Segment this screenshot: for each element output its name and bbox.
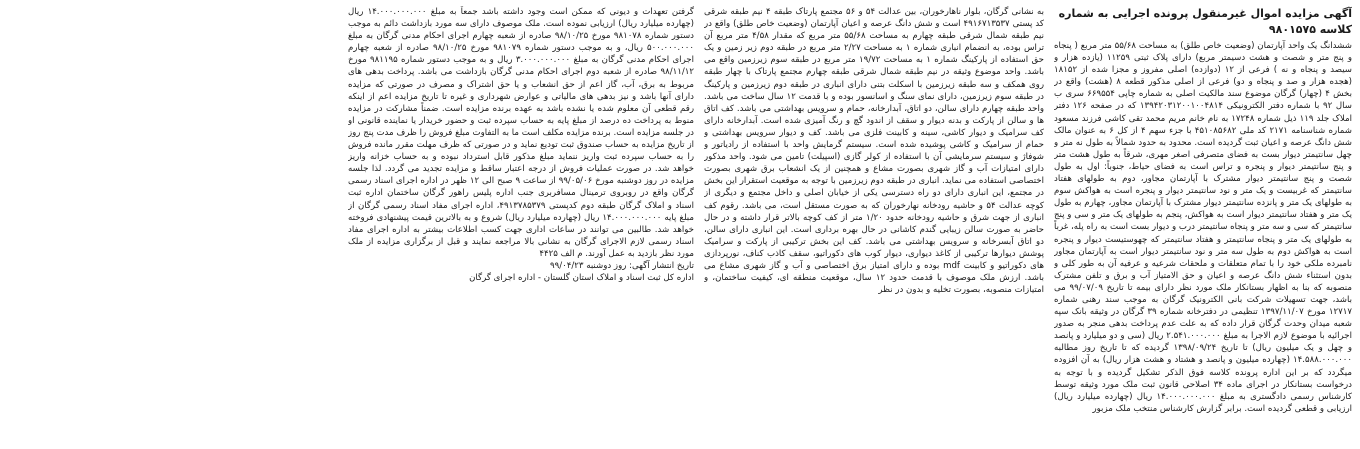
notice-column-2 <box>704 6 1044 443</box>
notice-column-1 <box>1054 6 1352 443</box>
auction-notice <box>8 6 1352 443</box>
notice-column-3 <box>348 6 694 443</box>
notice-body-part-2: به نشانی گرگان، بلوار ناهارخوران، بین عدالت ۵۴ و ۵۶ مجتمع پارتاک طبقه ۴ نیم طبقه شرقی کد پستی ۴۹۱۶۷۱۳۵۳۷ است و شش دانگ عرصه و اعیان آپارتمان (وضعیت خاص طلق) واقع در نیم طبقه شمال شرقی طبقه چهارم به مساحت ۵۵/۶۸ متر مربع که مقدار ۴/۵۸ متر مربع آن تراس بوده، به انضمام انباری شماره ۱ به مساحت ۲/۲۷ متر مربع در طبقه دوم زیر زمین و یک حق استفاده از پارکینگ شماره ۱ به مساحت ۱۹/۷۲ متر مربع در طبقه سوم زیرزمین واقع می باشد. واحد موضوع وثیقه در نیم طبقه شمال شرقی طبقه چهارم مجتمع پارتاک با چهار طبقه روی همکف و سه طبقه زیرزمین با اسکلت بتنی دارای انباری در طبقه دوم زیرزمین و پارکینگ در طبقه سوم زیرزمین، دارای نمای سنگ و اسانسور بوده و با قدمت ۱۲ سال ساخت می باشد. واحد طبقه چهارم دارای سالن، دو اتاق، آبدارخانه، حمام و سرویس بهداشتی می باشد. کف اتاق ها و سالن از پارکت و بدنه دیوار و سقف از اندود گچ و رنگ آمیزی شده است. آبدارخانه دارای کف سرامیک و دیوار کاشی، سینه و کابینت فلزی می باشد. کف و دیوار سرویس بهداشتی و حمام از سرامیک و کاشی پوشیده شده است. سیستم گرمایش واحد با استفاده از رادیاتور و شوفاژ و سیستم سرمایشی آن با استفاده از کولر گازی (اسپیلت) تامین می شود. واحد مذکور دارای امتیازات آب و گاز شهری بصورت مشاع و همچنین از یک انشعاب برق شهری بصورت اختصاصی استفاده می نماید. انباری در طبقه دوم زیرزمین با توجه به موقعیت استقرار این بخش در مجتمع، این انباری دارای دو راه دسترسی یکی از خیابان اصلی و داخل مجتمع و دیگری از کوچه عدالت ۵۴ و حاشیه رودخانه نهارخوران که به صورت مستقل است، می باشد. رقوم کف انباری از جهت شرق و حاشیه رودخانه حدود ۱/۲۰ متر از کف کوچه بالاتر قرار داشته و در حال حاضر به صورت سالن زیبایی گندم کاشانی در حال بهره برداری است. این انباری دارای سالن، دو اتاق آبسرخانه و سرویس بهداشتی می باشد. کف این بخش ترکیبی از پارکت و سرامیک پوشش دیوارها ترکیبی از کاغذ دیواری، دیوار کوب های دکوراتیو، سقف کاذب کناف، نورپردازی های دکوراتیو و کابینت mdf بوده و دارای امتیاز برق اختصاصی و آب و گاز شهری مشاع می باشد. ارزش ملک موصوف با قدمت حدود ۱۲ سال، موقعیت منطقه ای، کیفیت ساختمان، و امتیازات منصوبه، بصورت تخلیه و بدون در نظر <box>704 7 1044 296</box>
empty-right-margin <box>8 6 338 443</box>
publication-date: تاریخ انتشار آگهی: روز دوشنبه ۹۹/۰۴/۲۳ <box>550 260 694 271</box>
issuing-office-signature: اداره کل ثبت اسناد و املاک استان گلستان - اداره اجرای گرگان <box>469 273 694 284</box>
notice-title: آگهی مزایده اموال غیرمنقول پرونده اجرایی به شماره کلاسه ۹۸۰۱۵۷۵ <box>1058 7 1352 36</box>
notice-body-part-3: گرفتن تعهدات و دیونی که ممکن است وجود داشته باشد جمعاً به مبلغ ۱۴.۰۰۰.۰۰۰.۰۰۰ ریال (چهارده میلیارد ریال) ارزیابی نموده است. ملک موصوف دارای سه مورد بازداشت دائم به موجب دستور شماره ۹۸۱۰۷۸ مورخ ۹۸/۱۰/۲۵ صادره از شعبه چهارم اجرای احکام مدنی گرگان به مبلغ ۵۰۰.۰۰۰.۰۰۰ ریال، و به موجب دستور شماره ۹۸۱۰۷۹ مورخ ۹۸/۱۰/۲۵ صادره از شعبه چهارم اجرای احکام مدنی گرگان به مبلغ ۳.۰۰۰.۰۰۰.۰۰۰ ریال و به موجب دستور شماره ۹۸۱۱۹۵ مورخ ۹۸/۱۱/۱۲ صادره از شعبه دوم اجرای احکام مدنی گرگان بازداشت می باشد. پرداخت بدهی های مربوط به برق، آب، گاز اعم از حق انشعاب و یا حق اشتراک و مصرف در صورتی که مزایده دارای آنها باشد و نیز بدهی های مالیاتی و عوارض شهرداری و غیره تا تاریخ مزایده اعم از اینکه رقم قطعی آن معلوم شده یا نشده باشد به عهده برنده مزایده است. ضمناً مشارکت در مزایده منوط به پرداخت ده درصد از مبلغ پایه به حساب سپرده ثبت و حضور خریدار یا نماینده قانونی او در جلسه مزایده است. برنده مزایده مکلف است ما به التفاوت مبلغ فروش را ظرف مدت پنج روز از تاریخ مزایده به حساب صندوق ثبت تودیع نماید و در صورتی که ظرف مهلت مقرر مانده فروش را به حساب سپرده ثبت واریز ننماید مبلغ مذکور قابل استرداد نبوده و به حساب خزانه واریز خواهد شد. در صورت عملیات فروش از درجه اعتبار ساقط و مزایده تجدید می گردد. لذا جلسه مزایده در روز دوشنبه مورخ ۹۹/۰۵/۰۶ از ساعت ۹ صبح الی ۱۲ ظهر در اداره اجرای اسناد رسمی گرگان واقع در روبروی ترمینال مسافربری جنب اداره پلیس راهور گرگان ساختمان اداره ثبت اسناد و املاک گرگان طبقه دوم کدپستی ۴۹۱۳۷۸۵۳۷۹، اداره اجرای مفاد اسناد رسمی گرگان از مبلغ پایه ۱۴.۰۰۰.۰۰۰.۰۰۰ ریال (چهارده میلیارد ریال) شروع و به بالاترین قیمت پیشنهادی فروخته خواهد شد. طالبین می توانند در ساعات اداری جهت کسب اطلاعات بیشتر به اداره اجرای مفاد اسناد رسمی لازم الاجرای گرگان به نشانی بالا مراجعه نمایند و قبل از برگزاری مزایده از ملک مورد نظر بازدید به عمل آورند. م الف ۴۴۲۵ <box>348 7 694 259</box>
notice-body-part-1: ششدانگ یک واحد آپارتمان (وضعیت خاص طلق) به مساحت ۵۵/۶۸ متر مربع ( پنجاه و پنج متر و شصت و هشت دسیمتر مربع) دارای پلاک ثبتی ۱۱۲۵۹ (یازده هزار و سیصد و پنجاه و نه ) فرعی از ۱۲ (دوازده) اصلی مفروز و مجزا شده از ۱۸۱۵۲ (هجده هزار و صد و پنجاه و دو) فرعی از اصلی مذکور قطعه ۸ (هشت) واقع در بخش ۴ (چهار) گرگان موضوع سند مالکیت اصلی به شماره چاپی ۶۶۹۵۵۴ سری ب سال ۹۲ با شماره دفتر الکترونیکی ۱۳۹۴۲۰۳۱۲۰۰۱۰۰۴۸۱۴ که در صفحه ۱۲۶ دفتر املاک جلد ۱۱۹ ذیل شماره ۱۷۲۴۸ به نام خانم مریم محمد تقی کاشی فرزند مسعود شماره شناسنامه ۲۱۷۱ کد ملی ۴۵۱۰۸۵۶۸۲ با جزء سهم ۴ از کل ۶ به عنوان مالک شش دانگ عرصه و اعیان ثبت گردیده است. محدود به حدود شمالاً به طول نه متر و چهل سانتیمتر دیوار بست به فضای متصرفی اصغر مهری، شرقاً به طول هشت متر و پنج سانتیمتر دیوار و پنجره و تراس است به فضای حیاط، جنوباً: اول به طول شصت و پنج سانتیمتر دیوار مشترک با آپارتمان مجاور، دوم به طولهای هفتاد سانتیمتر که غربیست و یک متر و نود سانتیمتر دیوار و پنجره است به هواکش سوم به طولهای یک متر و پانزده سانتیمتر دیوار مشترک با آپارتمان مجاور، چهارم به طول یک متر و هفتاد سانتیمتر دیوار است به هواکش، پنجم به طولهای یک متر و سی و پنج سانتیمتر که سی و سه متر و پنجاه سانتیمتر درب و دیوار بست است به راه پله، غرباً به طولهای یک متر و پنجاه سانتیمتر و هفتاد سانتیمتر که چهوستیست دیوار و پنجره است به هواکش دوم به طول سه متر و نود سانتیمتر دیوار است به آپارتمان مجاور نامبرده ملکی خود را با تمام متعلقات و ملحقات شرعیه و عرفیه آن به طور کلی و بدون استثناء شش دانگ عرصه و اعیان و حق الامتیاز آب و برق و تلفن مشترک منصوبه که بنا به اظهار بستانکار ملک مورد نظر دارای بیمه تا تاریخ ۹۹/۰۷/۰۹ می باشد، جهت تسهیلات شرکت بانی الکترونیک گرگان به موجب سند رهنی شماره ۱۲۷۱۷ مورخ ۱۳۹۷/۱۱/۰۷ تنظیمی در دفترخانه شماره ۳۹ گرگان در وثیقه بانک سپه شعبه میدان وحدت گرگان قرار داده که به علت عدم پرداخت بدهی منجر به صدور اجرائیه با موضوع لازم الاجرا به مبلغ ۲.۵۴۱.۰۰۰.۰۰۰ ریال (سی و دو میلیارد و پانصد و چهل و یک میلیون ریال) تا تاریخ ۱۳۹۸/۰۹/۲۴ گردیده که تا تاریخ روز مطالبه ۱۴.۵۸۸.۰۰۰.۰۰۰ (چهارده میلیون و پانصد و هشتاد و هشت هزار ریال) به آن افزوده میگردد که بر این اداره پرونده کلاسه فوق الذکر تشکیل گردیده و با توجه به درخواست بستانکار در اجرای ماده ۳۴ اصلاحی قانون ثبت ملک مورد وثیقه توسط کارشناس رسمی دادگستری به مبلغ ۱۴.۰۰۰.۰۰۰.۰۰۰ ریال (چهارده میلیارد ریال) ارزیابی و قطعی گردیده است. برابر گزارش کارشناس منتخب ملک مزبور <box>1054 41 1352 414</box>
